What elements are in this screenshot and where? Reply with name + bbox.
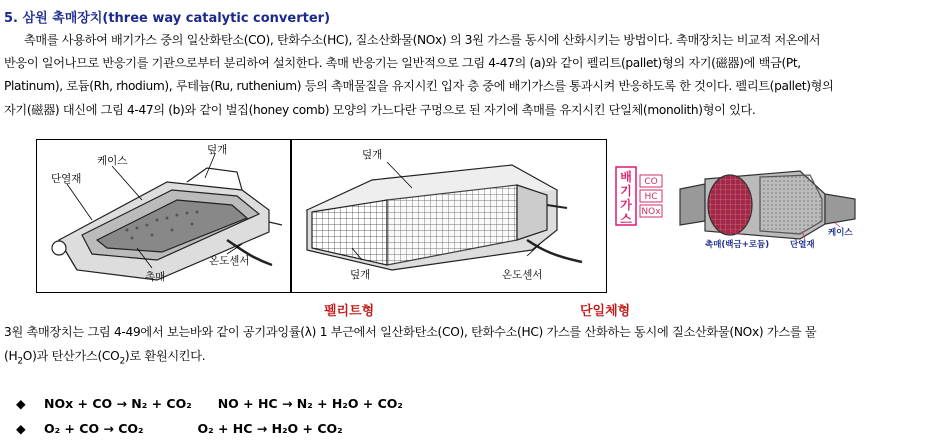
para-line: 반응이 일어나므로 반응기를 기관으로부터 분리하여 설치한다. 촉매 반응기는 일반적으로 그림 4-47의 (a)와 같이 펠리트(pallet)형의 자기(磁器)에 백금(Pt, [4,56,801,71]
label-cover: 덮개 [207,144,228,156]
para2-line1: 3원 촉매장치는 그림 4-49에서 보는바와 같이 공기과잉률(λ) 1 부근에서 일산화탄소(CO), 탄화수소(HC) 가스를 산화하는 동시에 질소산화물(NOx) 가스를 물 [4,325,817,339]
label-temp-sensor: 온도센서 [209,255,250,267]
equation: O₂ + HC → H₂O + CO₂ [197,421,343,436]
equation-row-2 [16,421,343,436]
label-cover-top: 덮개 [362,149,383,161]
reaction-paragraph [4,320,938,373]
pellet-converter-figure [36,139,291,293]
exhaust-char-1: 배 [620,170,632,184]
para-line: 촉매를 사용하여 배기가스 중의 일산화탄소(CO), 탄화수소(HC), 질소산화물(NOx) 의 3원 가스를 동시에 산화시키는 방법이다. 촉매장치는 비교적 저온에서 [24,33,821,47]
para-line: 자기(磁器) 대신에 그림 4-47의 (b)와 같이 벌집(honey comb) 모양의 가느다란 구멍으로 된 자기에 촉매를 유지시킨 단일체(monolith)형이 있다. [4,102,756,117]
label-case: 케이스 [828,228,853,238]
pellet-converter-drawing [37,140,290,292]
gas-hc: HC [644,192,658,202]
intro-paragraph [4,29,938,122]
gas-nox: NOx [641,207,661,217]
label-catalyst: 촉매(백금+로듐) [705,240,770,250]
equation: O₂ + CO → CO₂ [44,421,144,436]
exhaust-char-2: 기 [620,184,632,198]
equation: NOx + CO → N₂ + CO₂ [44,396,192,411]
exhaust-char-3: 가 [620,198,632,212]
cross-section-figure [610,139,910,291]
label-insulation: 단열재 [790,240,815,250]
para2-line2: $(H_2O)$과 탄산가스$(CO_2)$로 환원시킨다. [4,349,206,367]
label-catalyst: 촉매 [145,271,166,283]
equation: NO + HC → N₂ + H₂O + CO₂ [217,396,403,411]
equation-row-1 [16,396,403,411]
para-line: Platinum), 로듐(Rh, rhodium), 루테늄(Ru, ruthenium) 등의 촉매물질을 유지시킨 입자 층 중에 배기가스를 통과시켜 반응하도록 한 것이다. 펠리트(pallet)형의 [4,79,834,94]
bullet-diamond-icon: ◆ [16,421,26,436]
bullet-diamond-icon: ◆ [16,396,26,411]
label-cover-bottom: 덮개 [350,269,371,281]
section-heading: 5. 삼원 촉매장치(three way catalytic converter) [4,11,331,26]
caption-monolith: 단일체형 [580,304,631,319]
monolith-converter-drawing [292,140,606,292]
monolith-converter-figure [291,139,607,293]
label-case: 케이스 [97,155,128,167]
gas-co: CO [644,177,658,187]
label-temp-sensor: 온도센서 [502,269,543,281]
cross-section-drawing [610,139,910,291]
caption-pellet: 펠리트형 [324,304,375,319]
exhaust-char-4: 스 [620,212,632,226]
label-insulation: 단열재 [51,173,82,185]
